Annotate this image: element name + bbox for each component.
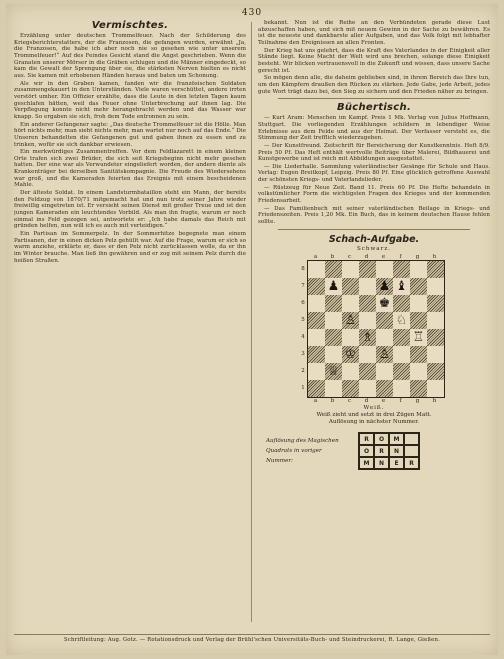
rank-label: 8	[301, 265, 305, 272]
paragraph: — Kurt Aram: Menschen im Kampf. Preis 1 Mk. Verlag von Julius Hoffmann, Stuttgart. Die vorliegenden Erzählungen schildern in lebendiger Weise Erlebnisse aus dem Felde und aus der Heimat. Der Verfasser versteht es, die Stimmung der Zeit trefflich wiederzugeben.	[258, 115, 490, 142]
chess-square-d4	[359, 329, 376, 346]
chess-square-d5	[359, 312, 376, 329]
chess-files-bottom	[307, 398, 443, 404]
paragraph: Der Krieg hat uns gelehrt, dass die Kraft des Vaterlandes in der Einigkeit aller Stände liegt. Keine Macht der Welt wird uns brechen, solange diese Einigkeit besteht. Wir blicken vertrauensvoll in die Zukunft und wissen, dass unsere Sache gerecht ist.	[258, 47, 490, 74]
chess-square-a6	[308, 295, 325, 312]
magic-square-cell: E	[389, 457, 404, 469]
chess-title: Schach-Aufgabe.	[328, 233, 420, 245]
section-rule	[278, 98, 470, 99]
rank-label: 2	[301, 367, 305, 374]
chess-square-d3	[359, 346, 376, 363]
chess-square-d7	[359, 278, 376, 295]
chess-square-f8	[393, 261, 410, 278]
books-body	[258, 115, 490, 226]
file-label: g	[415, 397, 420, 404]
file-label: e	[381, 253, 386, 260]
chess-square-h5	[427, 312, 444, 329]
file-label: f	[399, 397, 402, 404]
chess-square-e3	[376, 346, 393, 363]
magic-square-cell	[404, 433, 419, 445]
paragraph: — Rüstzeug für Neue Zeit. Band 11. Preis 60 Pf. Die Hefte behandeln in volkstümlicher Form die wichtigsten Fragen des Krieges und der kommenden Friedensarbeit.	[258, 184, 490, 205]
paragraph: Der älteste Soldat. In einem Landsturmbataillon steht ein Mann, der bereits den Feldzug von 1870/71 mitgemacht hat und nun trotz seiner Jahre wieder freiwillig eingetreten ist. Er versieht seinen Dienst mit großer Treue und ist den jungen Kameraden ein leuchtendes Vorbild. Als man ihn fragte, warum er noch einmal ins Feld gezogen sei, antwortete er: „Ich habe damals das Reich mit gründen helfen, nun will ich es auch mit verteidigen.“	[14, 190, 246, 230]
file-label: a	[313, 397, 318, 404]
chess-square-d1	[359, 380, 376, 397]
file-label: c	[347, 397, 352, 404]
chess-square-e6	[376, 295, 393, 312]
paragraph: — Der Kunstfreund. Zeitschrift für Bereicherung der Kunstkenntnis. Heft 8/9. Preis 50 Pf. Das Heft enthält wertvolle Beiträge über Malerei, Bildhauerei und Kunstgewerbe und ist reich mit Abbildungen ausgestattet.	[258, 142, 490, 163]
paragraph: Ein Partisan im Sommerpelz. In der Sommerhitze begegnete man einem Partisanen, der in einen dicken Pelz gehüllt war. Auf die Frage, warum er sich so warm anziehe, erklärte er, dass er den Pelz nicht zurücklassen wolle, da er ihn im Winter brauche. Man ließ ihn gewähren und er zog mit seinem Pelz durch die heißen Straßen.	[14, 231, 246, 264]
chess-square-e7	[376, 278, 393, 295]
rank-label: 7	[301, 282, 305, 289]
magic-square-label	[266, 436, 358, 466]
magic-square-cell: M	[359, 457, 374, 469]
chess-black-label: Schwarz.	[356, 245, 392, 252]
file-label: h	[432, 397, 437, 404]
chess-square-a2	[308, 363, 325, 380]
file-label: g	[415, 253, 420, 260]
chess-square-e5	[376, 312, 393, 329]
magic-square-cell: O	[359, 445, 374, 457]
chess-square-a1	[308, 380, 325, 397]
chess-caption	[258, 412, 490, 426]
chess-square-h8	[427, 261, 444, 278]
paragraph: Ein merkwürdiges Zusammentreffen. Vor dem Feldlazarett in einem kleinen Orte trafen sich zwei Brüder, die sich seit Kriegsbeginn nicht mehr gesehen hatten. Der eine war als Verwundeter eingeliefert worden, der andere diente als Krankenträger bei derselben Sanitätskompagnie. Die Freude des Wiedersehens war groß, und die Kameraden feierten das Ereignis mit einem bescheidenen Mahle.	[14, 149, 246, 189]
magic-square-label-line: Auflösung des Magischen	[266, 437, 339, 444]
magic-square-grid	[358, 432, 420, 470]
chess-ranks	[299, 261, 307, 397]
paragraph: Als wir in den Graben kamen, fanden wir die französischen Soldaten zusammengekauert in den Unterständen. Viele waren verschüttet, andere irrten verstört umher. Ein Offizier erzählte, dass die Leute in den letzten Tagen kaum geschlafen hätten, weil das Feuer ohne Unterbrechung auf ihnen lag. Die Verpflegung konnte nicht mehr herangebracht werden und das Wasser war knapp. So ergaben sie sich, froh dem Tode entronnen zu sein.	[14, 80, 246, 120]
chess-square-c5	[342, 312, 359, 329]
newspaper-page	[6, 4, 498, 655]
chess-square-g6	[410, 295, 427, 312]
page-number: 430	[241, 8, 263, 18]
magic-square-cell	[404, 445, 419, 457]
paragraph: bekannt. Nun ist die Reihe an den Verbündeten gerade diese Lust abzuschaffen haben, und sich mit neuem Gewinn in der Sache zu bewähren. Es ist die neueste und dankbarste aller Aufgaben, und das Volk folgt mit lebhafter Teilnahme den Ereignissen an allen Fronten.	[258, 20, 490, 46]
chess-square-a3	[308, 346, 325, 363]
chess-square-c1	[342, 380, 359, 397]
chess-piece: ♝	[395, 278, 408, 294]
chess-board-wrapper	[299, 254, 449, 404]
chess-square-b6	[325, 295, 342, 312]
chess-square-d8	[359, 261, 376, 278]
chess-square-h6	[427, 295, 444, 312]
chess-piece: ♕	[327, 363, 340, 379]
chess-square-d2	[359, 363, 376, 380]
chess-piece: ♟	[378, 278, 391, 294]
section-rule	[278, 229, 470, 230]
chess-square-b2	[325, 363, 342, 380]
chess-square-b4	[325, 329, 342, 346]
paragraph: Erzählung unter deutschen Trommelfeuer. Nach der Schilderung des Kriegsberichterstatters, der die Franzosen, die gefangen wurden, erwähnt „Ja, die Franzosen, die habe ich aber noch nie so gesehen wie unter unserem Trommelfeuer!“ Auf des Feindes Gesicht stand die Angst geschrieben. Wenn die Granaten unserer Mörser in die Gräben schlugen und die Männer eingedeckt, so kam die Gewalt der Sprengung über sie, die stärksten Nerven hielten es nicht aus. Sie kamen mit erhobenen Händen heraus und baten um Schonung.	[14, 33, 246, 79]
miscellany-heading: Vermischtes.	[91, 20, 169, 31]
rank-label: 5	[301, 316, 305, 323]
magic-square-cell: R	[359, 433, 374, 445]
chess-square-b1	[325, 380, 342, 397]
chess-square-f5	[393, 312, 410, 329]
file-label: e	[381, 397, 386, 404]
chess-square-h4	[427, 329, 444, 346]
file-label: f	[399, 253, 402, 260]
chess-square-c8	[342, 261, 359, 278]
chess-square-f7	[393, 278, 410, 295]
chess-square-c7	[342, 278, 359, 295]
books-heading: Büchertisch.	[336, 102, 412, 114]
chess-square-b5	[325, 312, 342, 329]
file-label: a	[313, 253, 318, 260]
file-label: d	[364, 253, 369, 260]
chess-square-g3	[410, 346, 427, 363]
chess-piece: ♘	[395, 312, 408, 328]
file-label: d	[364, 397, 369, 404]
chess-white-label: Weiß.	[363, 404, 385, 411]
chess-square-d6	[359, 295, 376, 312]
magic-square-cell: M	[389, 433, 404, 445]
chess-piece: ♟	[327, 278, 340, 294]
chess-piece: ♙	[344, 312, 357, 328]
chess-piece: ♔	[344, 346, 357, 362]
chess-square-f2	[393, 363, 410, 380]
left-column	[14, 20, 246, 622]
chess-square-g8	[410, 261, 427, 278]
chess-piece: ♚	[378, 295, 391, 311]
magic-square-cell: N	[389, 445, 404, 457]
chess-square-e2	[376, 363, 393, 380]
paragraph: Ein anderer Gefangener sagte: „Das deutsche Trommelfeuer ist die Hölle. Man hört nichts mehr, man sieht nichts mehr, man wartet nur noch auf das Ende.“ Die Unseren behandelten die Gefangenen gut und gaben ihnen zu essen und zu trinken, wofür sie sich dankbar erwiesen.	[14, 121, 246, 148]
chess-square-g1	[410, 380, 427, 397]
rank-label: 3	[301, 350, 305, 357]
chess-square-h2	[427, 363, 444, 380]
file-label: b	[330, 253, 335, 260]
imprint-footer: Schriftleitung: Aug. Gotz. — Rotationsdruck und Verlag der Brühl'schen Universitäts-Buch- und Steindruckerei, R. Lange, Gießen.	[14, 634, 490, 643]
rank-label: 6	[301, 299, 305, 306]
paragraph: So mögen denn alle, die daheim geblieben sind, in ihrem Bereich das Ihre tun, um den Kämpfern draußen den Rücken zu stärken. Jede Gabe, jede Arbeit, jedes gute Wort trägt dazu bei, den Sieg zu sichern und den Frieden näher zu bringen.	[258, 75, 490, 95]
magic-square-cell: R	[374, 445, 389, 457]
chess-solution-note: Auflösung in nächster Nummer.	[328, 418, 420, 425]
chess-square-g2	[410, 363, 427, 380]
chess-square-c2	[342, 363, 359, 380]
chess-piece: ♗	[361, 329, 374, 345]
magic-square-cell: N	[374, 457, 389, 469]
chess-square-f1	[393, 380, 410, 397]
chess-square-g5	[410, 312, 427, 329]
magic-square-solution	[266, 432, 484, 470]
magic-square-label-line: Quadrats in voriger	[266, 447, 322, 454]
chess-square-a8	[308, 261, 325, 278]
chess-square-g7	[410, 278, 427, 295]
chess-square-a5	[308, 312, 325, 329]
left-article-body	[14, 33, 246, 264]
chess-square-c3	[342, 346, 359, 363]
rank-label: 1	[301, 384, 305, 391]
magic-square-label-line: Nummer:	[266, 457, 293, 464]
column-divider	[251, 22, 252, 622]
chess-square-b7	[325, 278, 342, 295]
file-label: b	[330, 397, 335, 404]
magic-square-cell: O	[374, 433, 389, 445]
chess-square-b3	[325, 346, 342, 363]
chess-square-h3	[427, 346, 444, 363]
file-label: c	[347, 253, 352, 260]
chess-piece: ♙	[378, 346, 391, 362]
chess-square-e1	[376, 380, 393, 397]
chess-square-h1	[427, 380, 444, 397]
chess-square-b8	[325, 261, 342, 278]
chess-square-f4	[393, 329, 410, 346]
paragraph: — Das Familienbuch mit seiner vaterländischen Beilage in Kriegs- und Friedenszeiten. Preis 1,20 Mk. Ein Buch, das in keinem deutschen Hause fehlen sollte.	[258, 205, 490, 226]
chess-square-a4	[308, 329, 325, 346]
chess-piece: ♖	[412, 329, 425, 345]
chess-square-h7	[427, 278, 444, 295]
chess-square-e8	[376, 261, 393, 278]
chess-square-e4	[376, 329, 393, 346]
chess-task: Weiß zieht und setzt in drei Zügen Matt.	[316, 411, 432, 418]
chess-square-c6	[342, 295, 359, 312]
chess-square-f3	[393, 346, 410, 363]
rank-label: 4	[301, 333, 305, 340]
paragraph: — Die Liederhalle. Sammlung vaterländischer Gesänge für Schule und Haus. Verlag: Eugen Breitkopf, Leipzig. Preis 80 Pf. Eine glücklich getroffene Auswahl der schönsten Kriegs- und Vaterlandslieder.	[258, 163, 490, 184]
right-column	[258, 20, 490, 622]
chess-square-f6	[393, 295, 410, 312]
chess-square-c4	[342, 329, 359, 346]
file-label: h	[432, 253, 437, 260]
right-intro-body	[258, 20, 490, 95]
chess-board	[307, 260, 445, 398]
chess-square-g4	[410, 329, 427, 346]
chess-square-a7	[308, 278, 325, 295]
magic-square-cell: R	[404, 457, 419, 469]
